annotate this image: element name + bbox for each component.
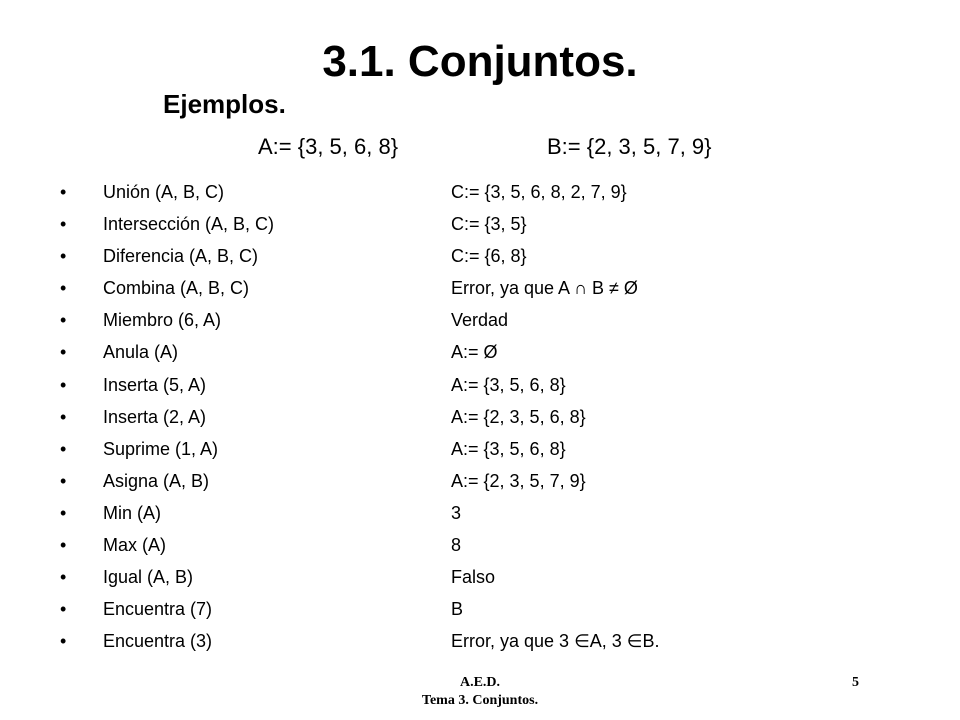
bullet-icon: • bbox=[60, 406, 67, 427]
operation-name: Max (A) bbox=[103, 535, 166, 556]
operation-result: 3 bbox=[451, 502, 462, 523]
bullet-icon: • bbox=[60, 182, 67, 202]
operation-result: Error, ya que A ∩ B ≠ Ø bbox=[451, 278, 638, 299]
bullet-icon: • bbox=[60, 502, 67, 523]
operation-name: Intersección (A, B, C) bbox=[103, 214, 275, 235]
operation-name: Diferencia (A, B, C) bbox=[103, 246, 259, 267]
operation-result: C:= {6, 8} bbox=[451, 246, 527, 267]
operation-name: Igual (A, B) bbox=[103, 567, 194, 588]
bullet-icon: • bbox=[60, 278, 67, 299]
operation-name: Asigna (A, B) bbox=[103, 470, 210, 491]
set-b-definition: B:= {2, 3, 5, 7, 9} bbox=[547, 134, 712, 159]
operation-name: Inserta (5, A) bbox=[103, 374, 207, 395]
operation-result: A:= {2, 3, 5, 7, 9} bbox=[451, 470, 586, 491]
operation-name: Suprime (1, A) bbox=[103, 438, 219, 459]
operation-result: B bbox=[451, 599, 464, 620]
bullet-icon: • bbox=[60, 535, 67, 556]
operation-name: Anula (A) bbox=[103, 342, 179, 363]
slide-subtitle: Ejemplos. bbox=[163, 89, 286, 119]
operation-name: Min (A) bbox=[103, 502, 161, 523]
bullet-icon: • bbox=[60, 599, 67, 620]
set-a-definition: A:= {3, 5, 6, 8} bbox=[258, 134, 399, 159]
operation-result: Verdad bbox=[451, 310, 509, 331]
bullet-icon: • bbox=[60, 214, 67, 235]
operation-name: Inserta (2, A) bbox=[103, 406, 207, 427]
operation-name: Miembro (6, A) bbox=[103, 310, 222, 331]
bullet-icon: • bbox=[60, 374, 67, 395]
operation-result: Falso bbox=[451, 567, 496, 588]
operation-name: Encuentra (7) bbox=[103, 599, 213, 620]
operation-result: A:= Ø bbox=[451, 342, 498, 363]
operation-result: Error, ya que 3 ∈A, 3 ∈B. bbox=[451, 631, 660, 652]
operation-name: Combina (A, B, C) bbox=[103, 278, 250, 299]
footer-topic: Tema 3. Conjuntos. bbox=[421, 693, 539, 708]
operation-name: Encuentra (3) bbox=[103, 631, 213, 652]
bullet-icon: • bbox=[60, 470, 67, 491]
footer-course: A.E.D. bbox=[459, 675, 501, 690]
footer bbox=[0, 674, 960, 710]
bullet-icon: • bbox=[60, 438, 67, 459]
bullet-icon: • bbox=[60, 246, 67, 267]
operation-name: Unión (A, B, C) bbox=[103, 182, 225, 202]
page-number: 5 bbox=[852, 675, 859, 690]
bullet-icon: • bbox=[60, 310, 67, 331]
operation-result: A:= {3, 5, 6, 8} bbox=[451, 438, 566, 459]
slide-title: 3.1. Conjuntos. bbox=[322, 37, 638, 86]
operation-result: C:= {3, 5, 6, 8, 2, 7, 9} bbox=[451, 182, 627, 202]
operation-result: A:= {2, 3, 5, 6, 8} bbox=[451, 406, 586, 427]
bullet-icon: • bbox=[60, 631, 67, 652]
operation-result: 8 bbox=[451, 535, 462, 556]
bullet-icon: • bbox=[60, 342, 67, 363]
operation-result: C:= {3, 5} bbox=[451, 214, 527, 235]
operation-result: A:= {3, 5, 6, 8} bbox=[451, 374, 566, 395]
bullet-icon: • bbox=[60, 567, 67, 588]
